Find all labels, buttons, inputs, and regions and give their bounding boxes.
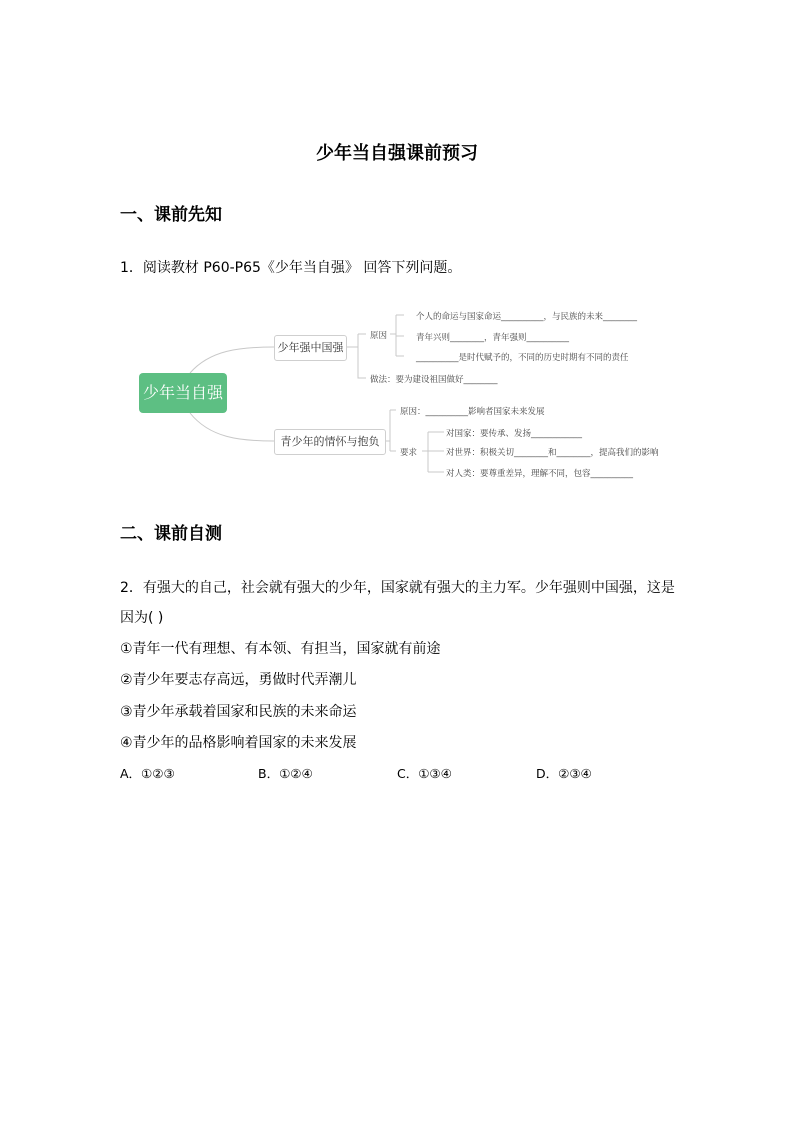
question-2-stem-line-1: 2．有强大的自己，社会就有强大的少年，国家就有强大的主力军。少年强则中国强，这是 bbox=[120, 580, 675, 596]
branch-2-requirement-3: 对人类：要尊重差异，理解不同，包容__________ bbox=[446, 469, 634, 479]
branch-1-practice: 做法：要为建设祖国做好________ bbox=[370, 375, 498, 385]
branch-2-require-label: 要求 bbox=[400, 448, 418, 458]
option-b: B．①②④ bbox=[258, 766, 313, 781]
branch-1-reason-3: __________是时代赋予的，不同的历史时期有不同的责任 bbox=[416, 353, 629, 363]
branch-2-reason: 原因：__________影响者国家未来发展 bbox=[400, 407, 545, 417]
question-2-item-3: ③青少年承载着国家和民族的未来命运 bbox=[120, 704, 357, 720]
question-2-item-4: ④青少年的品格影响着国家的未来发展 bbox=[120, 735, 357, 751]
option-d: D．②③④ bbox=[536, 766, 592, 781]
mind-map-branch-1-node: 少年强中国强 bbox=[274, 335, 347, 361]
mind-map-root-node: 少年当自强 bbox=[139, 373, 227, 413]
page-title: 少年当自强课前预习 bbox=[316, 143, 478, 164]
branch-1-reason-label: 原因 bbox=[370, 331, 388, 341]
section-heading-2: 二、课前自测 bbox=[120, 524, 222, 544]
question-1-text: 1．阅读教材 P60-P65《少年当自强》 回答下列问题。 bbox=[120, 260, 462, 276]
question-2-stem-line-2: 因为( ) bbox=[120, 610, 164, 626]
option-a: A．①②③ bbox=[120, 766, 175, 781]
option-c: C．①③④ bbox=[397, 766, 452, 781]
mind-map-branch-2-node: 青少年的情怀与抱负 bbox=[274, 429, 386, 455]
section-heading-1: 一、课前先知 bbox=[120, 205, 222, 225]
branch-1-reason-2: 青年兴则________，青年强则__________ bbox=[416, 333, 570, 343]
branch-2-requirement-1: 对国家：要传承、发扬____________ bbox=[446, 429, 583, 439]
question-2-item-2: ②青少年要志存高远，勇做时代弄潮儿 bbox=[120, 672, 357, 688]
question-2-item-1: ①青年一代有理想、有本领、有担当，国家就有前途 bbox=[120, 641, 441, 657]
branch-2-requirement-2: 对世界：积极关切________和________，提高我们的影响 bbox=[446, 448, 659, 458]
branch-1-reason-1: 个人的命运与国家命运__________，与民族的未来________ bbox=[416, 312, 638, 322]
